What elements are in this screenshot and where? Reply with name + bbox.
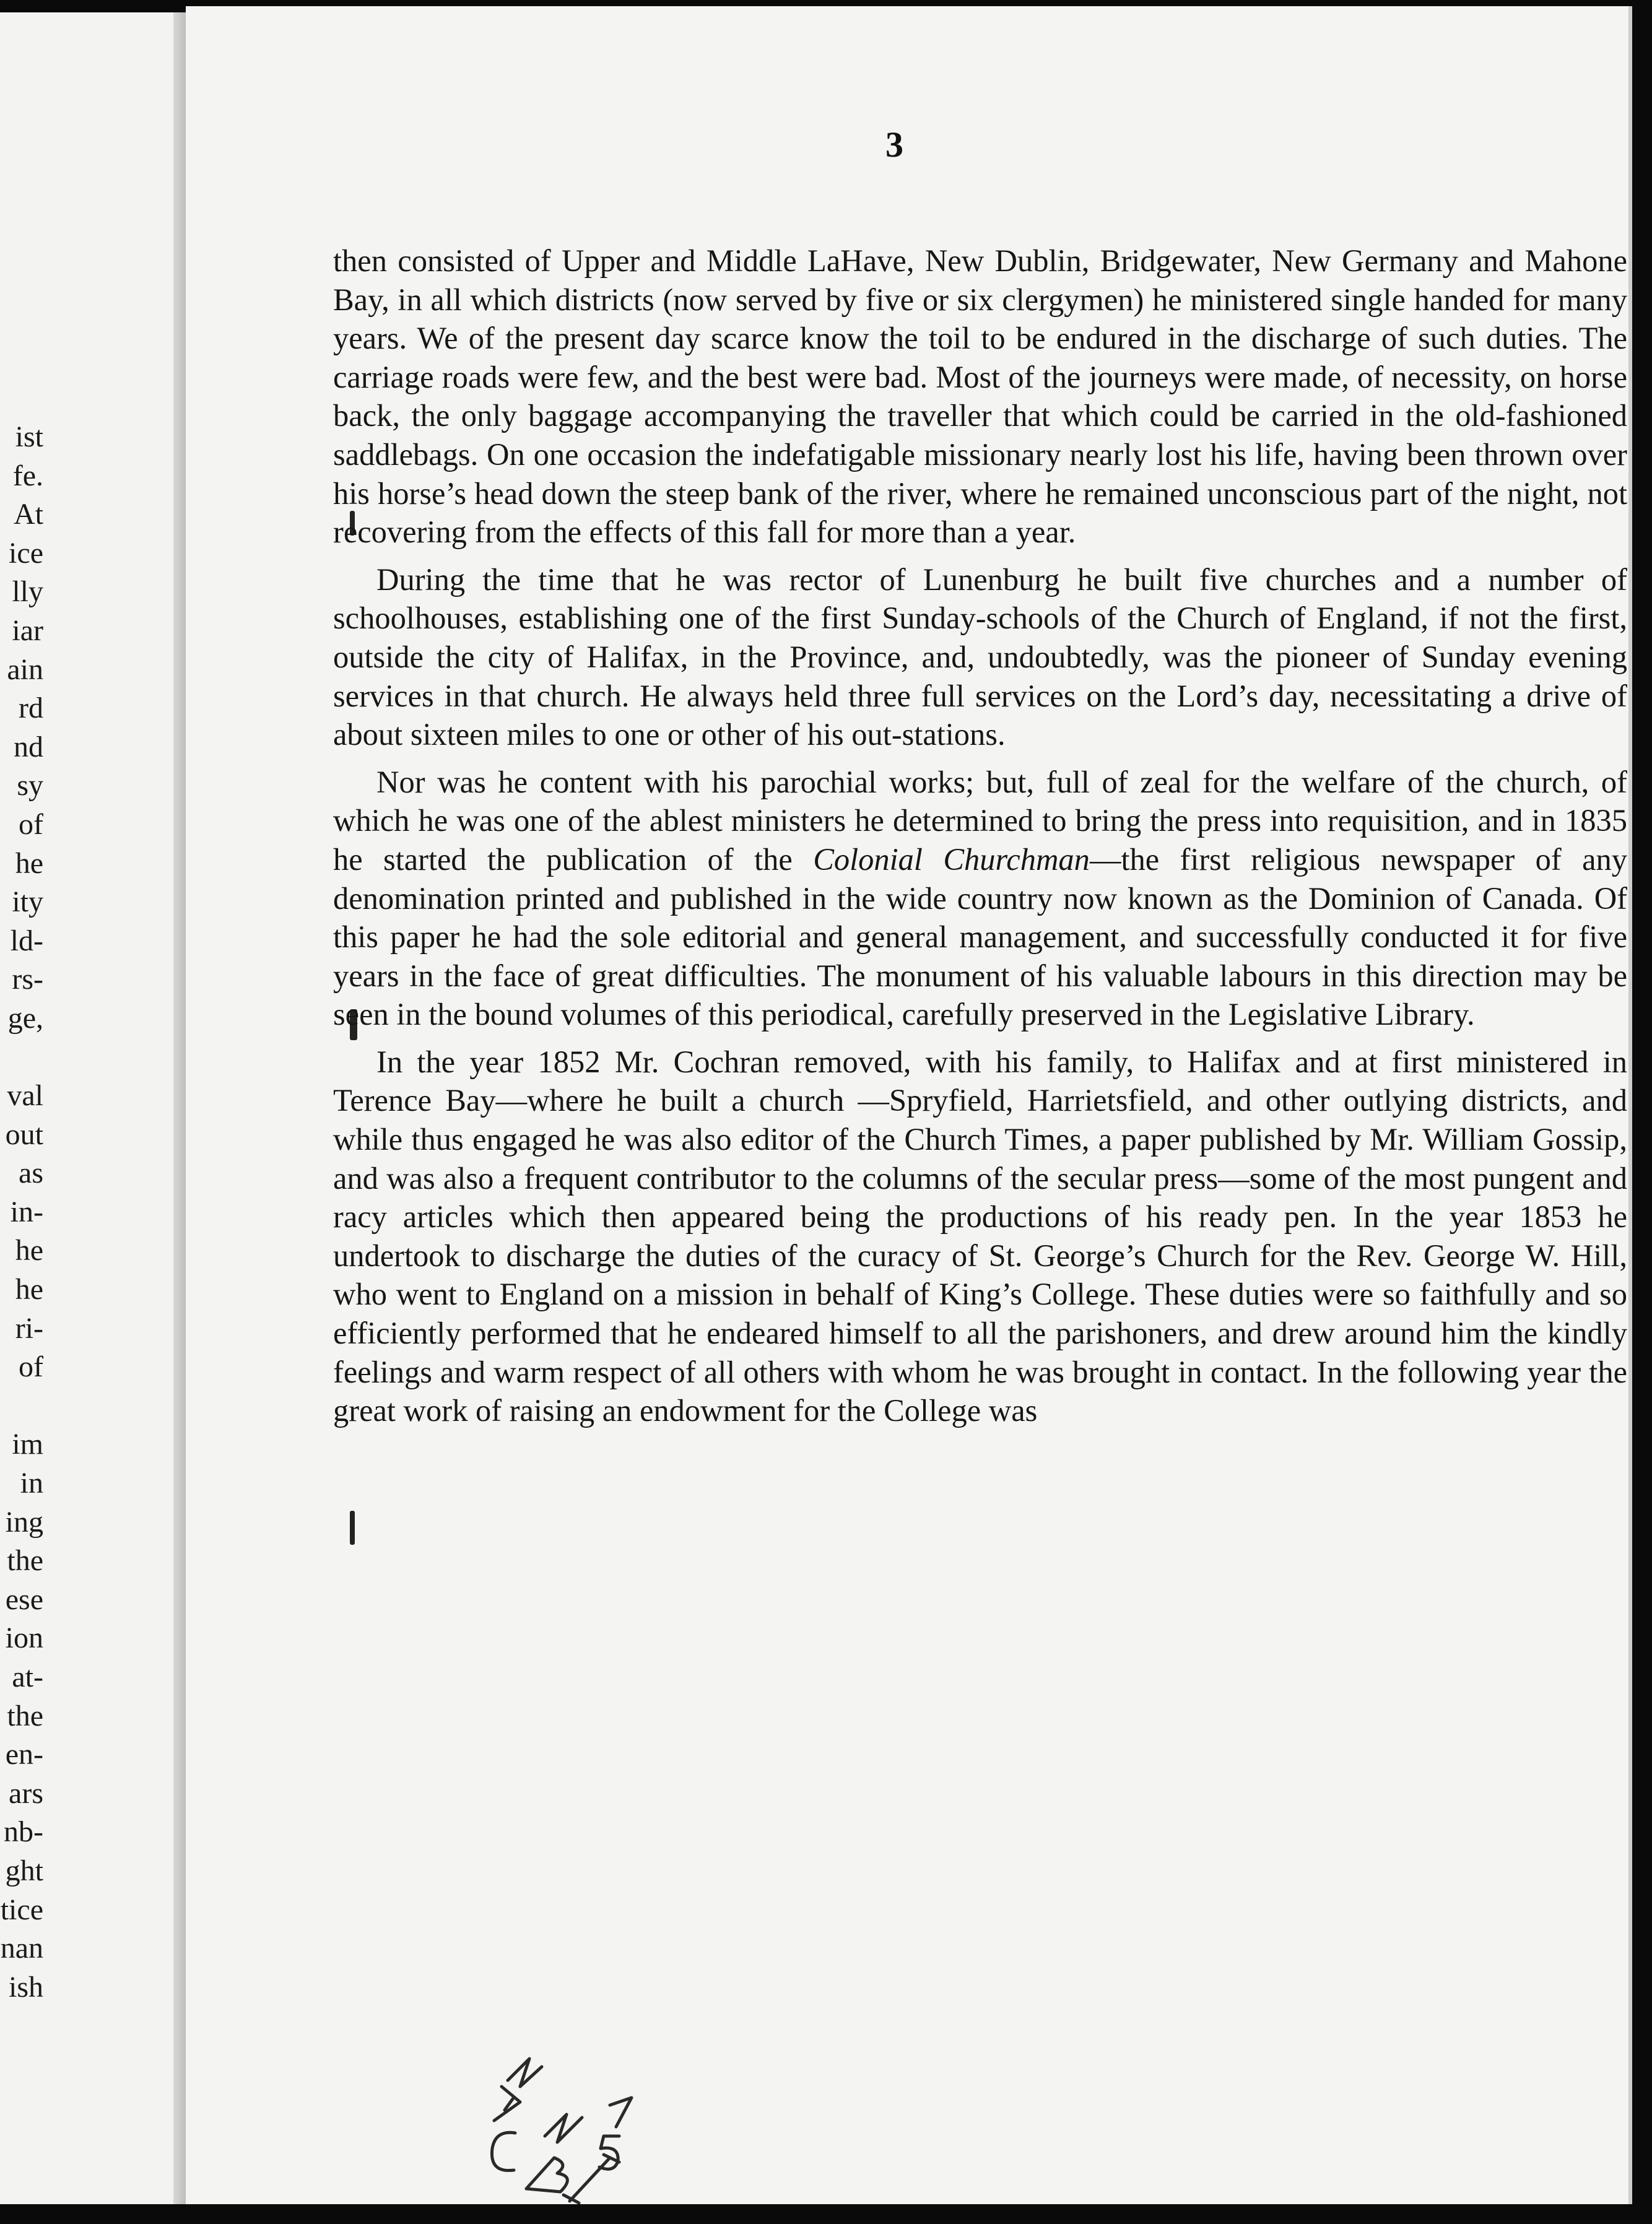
left-page-fragment: he — [15, 846, 43, 880]
left-page-gap — [0, 1387, 43, 1426]
left-page-fragment: nb- — [4, 1815, 43, 1849]
left-page-fragment: ice — [9, 536, 43, 570]
paragraph-1: then consisted of Upper and Middle LaHave, New Dublin, Bridgewater, New Germany and Mahone Bay, in all which districts (now served by five or six clergymen) he ministered single handed for many years. We of the present day scarce know the toil to be endured in the discharge of such duties. The carriage roads were few, and the best were bad. Most of the journeys were made, of necessity, on horse back, the only baggage accompanying the traveller that which could be carried in the old-fashioned saddlebags. On one occasion the indefatigable missionary nearly lost his life, having been thrown over his horse’s head down the steep bank of the river, where he remained unconscious part of the night, not recovering from the effects of this fall for more than a year. — [333, 243, 1627, 550]
left-page-fragment: ese — [5, 1583, 43, 1616]
left-page-fragment: ri- — [15, 1311, 43, 1345]
left-page-fragment: ge, — [7, 1001, 43, 1035]
left-page-fragment: At — [14, 498, 43, 531]
left-page-fragment: iar — [12, 614, 43, 647]
left-page-fragment: as — [19, 1157, 43, 1190]
paragraph-2: During the time that he was rector of Lunenburg he built five churches and a number of schoolhouses, establishing one of the first Sunday-schools of the Church of England, if not the first, outside the city of Halifax, in the Province, and, undoubtedly, was the pioneer of Sunday evening services in that church. He always held three full services on the Lord’s day, necessitating a drive of about sixteen miles to one or other of his out-stations. — [333, 562, 1627, 752]
left-page-fragment: fe. — [12, 459, 43, 492]
newspaper-title: Colonial Churchman — [813, 841, 1090, 877]
left-page-fragment: the — [7, 1699, 43, 1732]
page-gutter — [173, 12, 186, 2204]
paragraph-4: In the year 1852 Mr. Cochran removed, with his family, to Halifax and at first ministered in Terence Bay—where he built a church —Spryfield, Harrietsfield, and other outlying districts, and while thus engaged he was also editor of the Church Times, a paper published by Mr. William Gossip, and was also a frequent contributor to the columns of the secular press—some of the most pungent and racy articles which then appeared being the productions of his ready pen. In the year 1853 he undertook to discharge the duties of the curacy of St. George’s Church for the Rev. George W. Hill, who went to England on a mission in behalf of King’s College. These duties were so faithfully and so efficiently performed that he endeared himself to all the parishoners, and drew around him the kindly feelings and warm respect of all others with whom he was brought in contact. In the following year the great work of raising an endowment for the College was — [333, 1044, 1627, 1428]
left-page-text-fragments — [0, 418, 43, 2007]
left-page-fragment: ing — [5, 1505, 43, 1539]
left-page-fragment: out — [5, 1118, 43, 1151]
left-page-fragment: of — [19, 1350, 43, 1384]
left-page-fragment: of — [19, 807, 43, 841]
left-page-fragment: tice — [0, 1893, 43, 1926]
left-page-fragment: in- — [10, 1195, 43, 1228]
left-page-fragment: ity — [12, 885, 43, 919]
paragraph-3-text-a: Nor was he content with his parochial works; but, full of zeal for the welfare of the church, of which he was one of the ablest ministers he determined to bring the press into requisition, and in 1835 he started the publication of the — [333, 764, 1627, 877]
left-page-fragment: he — [15, 1273, 43, 1306]
left-page-fragment: in — [20, 1467, 43, 1500]
left-page-fragment: rd — [19, 692, 43, 725]
left-page-fragment: rs- — [12, 963, 43, 996]
body-text — [333, 241, 1627, 1439]
left-page-fragment: val — [7, 1079, 43, 1113]
paragraph-3 — [333, 763, 1627, 1034]
left-page-fragment: ain — [7, 653, 43, 686]
left-facing-page — [0, 12, 186, 2204]
left-page-fragment: lly — [12, 575, 43, 609]
left-page-fragment: he — [15, 1234, 43, 1267]
left-page-fragment: nd — [14, 730, 43, 763]
left-page-fragment: im — [12, 1428, 43, 1461]
left-page-fragment: ght — [5, 1854, 43, 1887]
margin-mark — [350, 1511, 355, 1545]
left-page-fragment: ish — [8, 1970, 43, 2004]
left-page-fragment: en- — [5, 1738, 43, 1771]
page-number: 3 — [885, 124, 903, 165]
left-page-fragment: the — [7, 1544, 43, 1578]
left-page-fragment: ion — [5, 1622, 43, 1655]
left-page-fragment: ist — [15, 420, 43, 453]
book-page — [186, 6, 1632, 2204]
handwritten-call-number — [477, 2043, 663, 2204]
left-page-fragment: nan — [0, 1932, 43, 1965]
left-page-fragment: sy — [17, 769, 43, 802]
paragraph-3-text-b: —the first religious newspaper of any denomination printed and published in the wide country now known as the Dominion of Canada. Of this paper he had the sole editorial and general management, and successfully conducted it for five years in the face of great difficulties. The monument of his valuable labours in this direction may be seen in the bound volumes of this periodical, carefully preserved in the Legislative Library. — [333, 841, 1627, 1032]
left-page-fragment: at- — [12, 1661, 43, 1693]
left-page-gap — [0, 1038, 43, 1077]
left-page-fragment: ld- — [10, 924, 43, 957]
left-page-fragment: ars — [9, 1776, 43, 1810]
